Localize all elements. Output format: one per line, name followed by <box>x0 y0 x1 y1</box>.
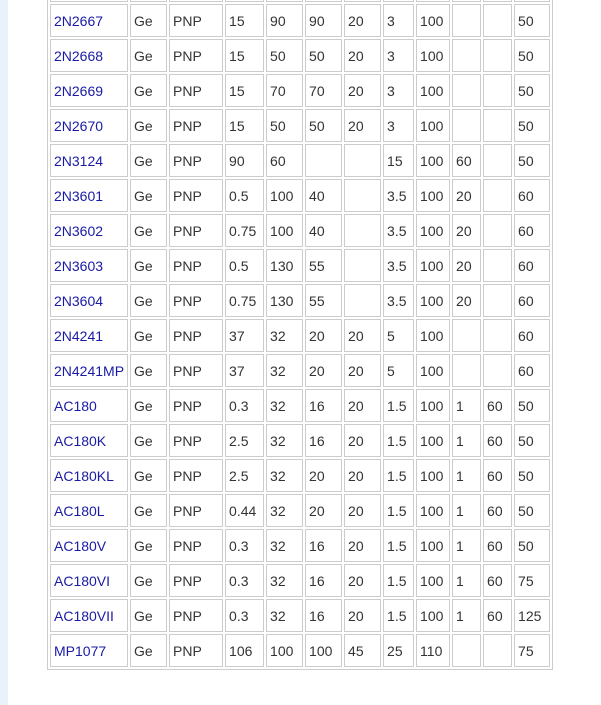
table-cell-c8: 100 <box>416 564 450 597</box>
table-cell-c10: 60 <box>483 494 512 527</box>
table-cell-c9 <box>452 74 481 107</box>
table-cell-c3: 0.5 <box>225 249 264 282</box>
table-cell-c9 <box>452 354 481 387</box>
table-cell <box>383 0 414 2</box>
table-cell-c8: 100 <box>416 424 450 457</box>
table-cell-c3: 15 <box>225 4 264 37</box>
table-cell-c10 <box>483 144 512 177</box>
table-cell-c10 <box>483 214 512 247</box>
table-cell-c6: 20 <box>344 424 381 457</box>
table-cell-c6 <box>344 214 381 247</box>
part-number-link[interactable]: AC180KL <box>54 467 114 484</box>
part-number-link[interactable]: 2N4241 <box>54 327 104 344</box>
table-cell-c7: 1.5 <box>383 529 414 562</box>
table-cell-c8: 100 <box>416 39 450 72</box>
table-cell-c10 <box>483 249 512 282</box>
table-cell-c6: 45 <box>344 634 381 667</box>
table-cell-c3: 37 <box>225 319 264 352</box>
table-cell-c9: 1 <box>452 389 481 422</box>
part-number-cell <box>50 459 128 492</box>
table-cell-material: Ge <box>130 214 167 247</box>
table-cell-c10 <box>483 319 512 352</box>
table-row <box>50 389 550 422</box>
table-cell-c10: 60 <box>483 564 512 597</box>
part-number-link[interactable]: 2N3124 <box>54 152 104 169</box>
table-cell <box>169 0 223 2</box>
table-cell-c11: 60 <box>514 214 550 247</box>
table-cell-c3: 0.3 <box>225 529 264 562</box>
table-cell-c8: 100 <box>416 179 450 212</box>
part-number-link[interactable]: 2N3602 <box>54 222 104 239</box>
part-number-cell <box>50 39 128 72</box>
table-cell-c9: 1 <box>452 494 481 527</box>
table-cell-c3: 0.3 <box>225 564 264 597</box>
part-number-cell <box>50 4 128 37</box>
table-cell-c8: 100 <box>416 354 450 387</box>
table-cell <box>130 0 167 2</box>
table-cell-c10: 60 <box>483 424 512 457</box>
table-cell-c3: 0.44 <box>225 494 264 527</box>
table-cell-c9 <box>452 634 481 667</box>
part-number-cell <box>50 74 128 107</box>
table-cell-c10: 60 <box>483 389 512 422</box>
part-number-link[interactable]: AC180K <box>54 432 107 449</box>
table-cell-type: PNP <box>169 74 223 107</box>
table-cell-material: Ge <box>130 564 167 597</box>
table-cell-c3: 15 <box>225 109 264 142</box>
table-cell-c5: 20 <box>305 494 342 527</box>
part-number-cell <box>50 494 128 527</box>
table-row <box>50 599 550 632</box>
table-cell-type: PNP <box>169 354 223 387</box>
table-cell-c8: 100 <box>416 109 450 142</box>
table-cell-type: PNP <box>169 39 223 72</box>
table-cell-type: PNP <box>169 494 223 527</box>
table-cell-c11: 50 <box>514 144 550 177</box>
table-cell <box>225 0 264 2</box>
table-cell-c10: 60 <box>483 529 512 562</box>
table-cell-type: PNP <box>169 109 223 142</box>
table-cell-c5: 50 <box>305 109 342 142</box>
table-cell-material: Ge <box>130 179 167 212</box>
table-cell-c7: 1.5 <box>383 564 414 597</box>
table-cell-c9: 1 <box>452 459 481 492</box>
table-cell-c8: 100 <box>416 144 450 177</box>
table-cell-material: Ge <box>130 389 167 422</box>
table-cell-c6: 20 <box>344 529 381 562</box>
table-cell-type: PNP <box>169 599 223 632</box>
table-cell-c8: 110 <box>416 634 450 667</box>
part-number-link[interactable]: AC180 <box>54 397 97 414</box>
table-row-partial <box>50 0 550 2</box>
table-cell-c10 <box>483 634 512 667</box>
table-row <box>50 319 550 352</box>
table-cell-c11: 125 <box>514 599 550 632</box>
table-cell-c8: 100 <box>416 249 450 282</box>
table-row <box>50 564 550 597</box>
table-cell-material: Ge <box>130 529 167 562</box>
part-number-link[interactable]: 2N2669 <box>54 82 104 99</box>
table-cell-type: PNP <box>169 214 223 247</box>
table-cell-c6: 20 <box>344 459 381 492</box>
table-cell-c5: 70 <box>305 74 342 107</box>
table-cell-c4: 32 <box>266 424 303 457</box>
table-cell-material: Ge <box>130 249 167 282</box>
table-cell-c4: 32 <box>266 319 303 352</box>
part-number-link[interactable]: 2N3601 <box>54 187 104 204</box>
table-cell-c9: 20 <box>452 179 481 212</box>
table-cell-c11: 50 <box>514 389 550 422</box>
table-cell-c11: 50 <box>514 39 550 72</box>
table-cell-c4: 32 <box>266 354 303 387</box>
table-cell-c11: 50 <box>514 424 550 457</box>
part-number-link[interactable]: AC180V <box>54 537 107 554</box>
table-cell-c8: 100 <box>416 599 450 632</box>
table-cell-c7: 3.5 <box>383 284 414 317</box>
table-row <box>50 284 550 317</box>
table-cell-c5: 90 <box>305 4 342 37</box>
table-cell-c6 <box>344 249 381 282</box>
table-cell-c8: 100 <box>416 529 450 562</box>
part-number-cell <box>50 599 128 632</box>
table-cell-material: Ge <box>130 39 167 72</box>
table-cell <box>305 0 342 2</box>
table-cell-c6 <box>344 179 381 212</box>
table-row <box>50 249 550 282</box>
table-cell-c4: 60 <box>266 144 303 177</box>
table-cell-c10 <box>483 39 512 72</box>
part-number-link[interactable]: AC180VI <box>54 572 111 589</box>
table-cell-c5: 20 <box>305 354 342 387</box>
table-cell-c9: 1 <box>452 564 481 597</box>
table-cell-c11: 50 <box>514 74 550 107</box>
table-cell-c3: 15 <box>225 39 264 72</box>
table-cell-c7: 1.5 <box>383 494 414 527</box>
table-cell-c10 <box>483 109 512 142</box>
table-cell-c11: 50 <box>514 459 550 492</box>
table-cell-c9 <box>452 109 481 142</box>
table-cell-material: Ge <box>130 4 167 37</box>
table-cell-c11: 60 <box>514 319 550 352</box>
table-cell <box>266 0 303 2</box>
table-cell-c5: 20 <box>305 459 342 492</box>
table-cell-c5: 16 <box>305 389 342 422</box>
table-cell-c3: 0.75 <box>225 214 264 247</box>
table-cell-c6: 20 <box>344 39 381 72</box>
table-cell-c11: 60 <box>514 354 550 387</box>
table-cell-c7: 1.5 <box>383 459 414 492</box>
part-number-cell <box>50 634 128 667</box>
table-cell-c7: 1.5 <box>383 424 414 457</box>
table-cell <box>416 0 450 2</box>
table-cell-c9: 20 <box>452 249 481 282</box>
table-cell-material: Ge <box>130 424 167 457</box>
table-cell-c3: 0.3 <box>225 599 264 632</box>
table-cell-c4: 50 <box>266 109 303 142</box>
part-number-cell <box>50 249 128 282</box>
table-cell <box>452 0 481 2</box>
table-cell-type: PNP <box>169 284 223 317</box>
part-number-cell <box>50 284 128 317</box>
table-cell-c3: 37 <box>225 354 264 387</box>
part-number-cell <box>50 389 128 422</box>
table-cell-c4: 32 <box>266 494 303 527</box>
table-cell-material: Ge <box>130 284 167 317</box>
table-cell-c8: 100 <box>416 284 450 317</box>
table-cell-c11: 50 <box>514 4 550 37</box>
table-cell-material: Ge <box>130 319 167 352</box>
table-cell-c6: 20 <box>344 389 381 422</box>
table-cell <box>344 0 381 2</box>
table-cell <box>514 0 550 2</box>
table-cell-c7: 3 <box>383 39 414 72</box>
part-number-link[interactable]: 2N3604 <box>54 292 104 309</box>
table-cell-type: PNP <box>169 144 223 177</box>
table-cell-c10 <box>483 4 512 37</box>
table-cell-material: Ge <box>130 494 167 527</box>
table-cell-c6: 20 <box>344 319 381 352</box>
table-cell-c11: 60 <box>514 284 550 317</box>
table-row <box>50 179 550 212</box>
table-cell-c8: 100 <box>416 74 450 107</box>
table-cell-c5 <box>305 144 342 177</box>
part-number-cell <box>50 564 128 597</box>
table-cell-c5: 100 <box>305 634 342 667</box>
part-number-link[interactable]: MP1077 <box>54 642 107 659</box>
page-left-strip <box>0 0 8 705</box>
table-cell-c11: 50 <box>514 109 550 142</box>
table-cell-c5: 40 <box>305 214 342 247</box>
table-cell-type: PNP <box>169 4 223 37</box>
table-cell-type: PNP <box>169 179 223 212</box>
table-cell-c9 <box>452 39 481 72</box>
part-number-cell <box>50 424 128 457</box>
table-row <box>50 74 550 107</box>
table-cell-c3: 0.5 <box>225 179 264 212</box>
table-cell-c10 <box>483 179 512 212</box>
part-number-cell <box>50 354 128 387</box>
table-row <box>50 459 550 492</box>
table-cell-c7: 3.5 <box>383 249 414 282</box>
transistor-table-body <box>50 0 550 667</box>
table-cell-c6 <box>344 144 381 177</box>
table-row <box>50 4 550 37</box>
table-cell-c8: 100 <box>416 4 450 37</box>
table-cell-c4: 32 <box>266 599 303 632</box>
table-cell-material: Ge <box>130 354 167 387</box>
table-cell-c3: 2.5 <box>225 424 264 457</box>
part-number-cell <box>50 144 128 177</box>
table-row <box>50 494 550 527</box>
table-cell-type: PNP <box>169 529 223 562</box>
table-cell-c9 <box>452 4 481 37</box>
table-cell-c5: 55 <box>305 249 342 282</box>
table-cell-c5: 16 <box>305 424 342 457</box>
table-cell-c4: 70 <box>266 74 303 107</box>
table-cell-material: Ge <box>130 634 167 667</box>
table-cell-c10 <box>483 284 512 317</box>
table-cell-c7: 5 <box>383 354 414 387</box>
table-cell-c4: 100 <box>266 214 303 247</box>
part-number-cell <box>50 179 128 212</box>
table-cell-type: PNP <box>169 249 223 282</box>
part-number-link[interactable]: AC180L <box>54 502 105 519</box>
table-cell-c6: 20 <box>344 354 381 387</box>
table-row <box>50 109 550 142</box>
part-number-link[interactable]: 2N2667 <box>54 12 104 29</box>
table-cell-c8: 100 <box>416 459 450 492</box>
table-cell-c9 <box>452 319 481 352</box>
table-cell-type: PNP <box>169 389 223 422</box>
table-cell-c5: 16 <box>305 564 342 597</box>
table-cell-c11: 75 <box>514 564 550 597</box>
table-cell-c9: 20 <box>452 284 481 317</box>
table-cell-c10 <box>483 74 512 107</box>
table-cell-c6: 20 <box>344 109 381 142</box>
table-cell-c6: 20 <box>344 4 381 37</box>
table-cell-c7: 15 <box>383 144 414 177</box>
table-cell-c8: 100 <box>416 319 450 352</box>
table-cell-c9: 1 <box>452 529 481 562</box>
table-cell-c9: 1 <box>452 424 481 457</box>
table-cell-c7: 3 <box>383 109 414 142</box>
part-number-link[interactable]: 2N3603 <box>54 257 104 274</box>
table-cell-c11: 60 <box>514 249 550 282</box>
table-cell-c7: 1.5 <box>383 389 414 422</box>
table-cell-c8: 100 <box>416 389 450 422</box>
table-cell-c6: 20 <box>344 74 381 107</box>
table-cell-c4: 100 <box>266 634 303 667</box>
table-cell-c3: 15 <box>225 74 264 107</box>
table-cell-c3: 0.3 <box>225 389 264 422</box>
table-cell-c4: 100 <box>266 179 303 212</box>
table-cell-c3: 106 <box>225 634 264 667</box>
table-cell-c4: 32 <box>266 564 303 597</box>
table-cell-type: PNP <box>169 634 223 667</box>
table-cell-c8: 100 <box>416 494 450 527</box>
part-number-link[interactable]: 2N2670 <box>54 117 104 134</box>
table-row <box>50 214 550 247</box>
part-number-cell <box>50 529 128 562</box>
table-cell-c10: 60 <box>483 459 512 492</box>
table-cell <box>483 0 512 2</box>
table-row <box>50 354 550 387</box>
table-cell-material: Ge <box>130 74 167 107</box>
table-cell-c11: 50 <box>514 529 550 562</box>
table-cell-c6: 20 <box>344 564 381 597</box>
table-cell-type: PNP <box>169 424 223 457</box>
table-cell-c9: 60 <box>452 144 481 177</box>
table-cell-material: Ge <box>130 109 167 142</box>
table-cell-c9: 20 <box>452 214 481 247</box>
table-cell-c5: 16 <box>305 529 342 562</box>
part-number-cell <box>50 319 128 352</box>
table-cell-c7: 3.5 <box>383 179 414 212</box>
table-cell-c9: 1 <box>452 599 481 632</box>
table-row <box>50 39 550 72</box>
table-row <box>50 424 550 457</box>
table-row <box>50 634 550 667</box>
table-cell-material: Ge <box>130 459 167 492</box>
table-cell-type: PNP <box>169 319 223 352</box>
table-cell-c11: 75 <box>514 634 550 667</box>
table-cell-c4: 90 <box>266 4 303 37</box>
part-number-cell <box>50 214 128 247</box>
table-cell-c4: 130 <box>266 284 303 317</box>
part-number-link[interactable]: 2N4241MP <box>54 362 125 379</box>
table-cell-c10 <box>483 354 512 387</box>
table-row <box>50 144 550 177</box>
part-number-cell <box>50 109 128 142</box>
part-number-link[interactable]: 2N2668 <box>54 47 104 64</box>
table-cell-c11: 60 <box>514 179 550 212</box>
table-cell-c3: 0.75 <box>225 284 264 317</box>
table-cell <box>50 0 128 2</box>
table-cell-c3: 2.5 <box>225 459 264 492</box>
table-cell-c5: 16 <box>305 599 342 632</box>
table-cell-c6: 20 <box>344 494 381 527</box>
table-cell-c4: 32 <box>266 529 303 562</box>
table-cell-c7: 25 <box>383 634 414 667</box>
table-cell-c4: 32 <box>266 459 303 492</box>
table-cell-c7: 1.5 <box>383 599 414 632</box>
table-cell-c7: 3.5 <box>383 214 414 247</box>
table-cell-c5: 40 <box>305 179 342 212</box>
table-cell-c8: 100 <box>416 214 450 247</box>
table-cell-c6: 20 <box>344 599 381 632</box>
table-cell-c7: 3 <box>383 74 414 107</box>
table-cell-type: PNP <box>169 459 223 492</box>
table-cell-c4: 50 <box>266 39 303 72</box>
transistor-table <box>47 0 553 670</box>
table-row <box>50 529 550 562</box>
table-cell-c7: 3 <box>383 4 414 37</box>
part-number-link[interactable]: AC180VII <box>54 607 114 624</box>
table-cell-c4: 130 <box>266 249 303 282</box>
table-cell-c4: 32 <box>266 389 303 422</box>
table-cell-c10: 60 <box>483 599 512 632</box>
table-cell-material: Ge <box>130 144 167 177</box>
table-cell-c7: 5 <box>383 319 414 352</box>
table-cell-c5: 50 <box>305 39 342 72</box>
table-cell-c3: 90 <box>225 144 264 177</box>
table-cell-c11: 50 <box>514 494 550 527</box>
table-cell-type: PNP <box>169 564 223 597</box>
table-cell-c5: 20 <box>305 319 342 352</box>
table-cell-material: Ge <box>130 599 167 632</box>
table-cell-c6 <box>344 284 381 317</box>
table-cell-c5: 55 <box>305 284 342 317</box>
